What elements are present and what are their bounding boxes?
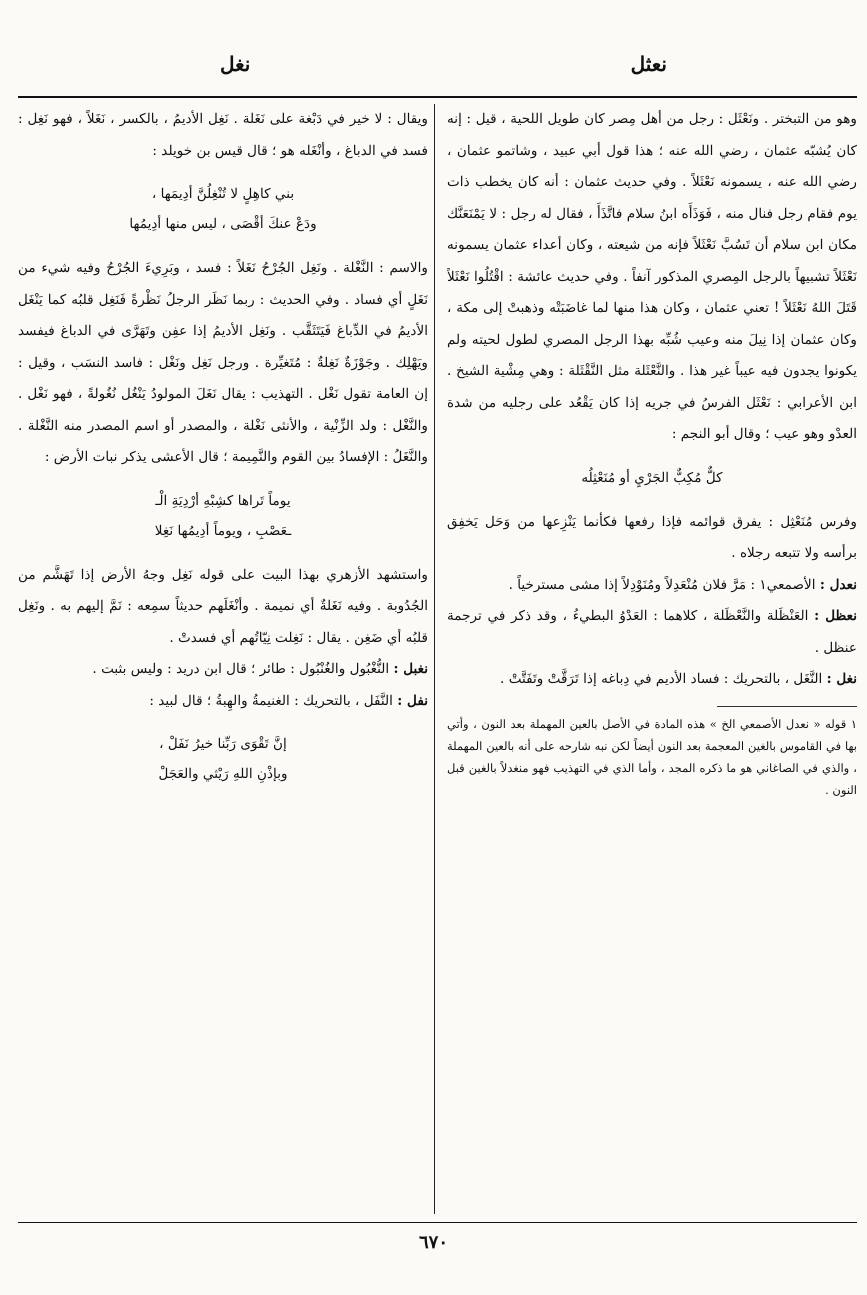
verse-line: إنَّ تَقْوَى رَبِّنا خيرُ نَفَلْ ، xyxy=(159,736,287,752)
entry-text: النُّغْبُول والغُنْبُول : طائر ؛ قال ابن دريد : وليس بثبت . xyxy=(92,661,390,677)
header-guide-word-left: نغل xyxy=(220,52,251,76)
entry-nazal xyxy=(447,601,857,664)
entry-naghal xyxy=(447,664,857,696)
page-number: ٦٧٠ xyxy=(418,1232,448,1253)
column-divider xyxy=(434,104,435,1214)
header-rule xyxy=(18,96,857,98)
verse-line: كلٌّ مُكِبٌّ الجَرْيِ أو مُنَعْثِلُه xyxy=(581,469,723,486)
entry-text: الأصمعي١ : مَرَّ فلان مُنْعَدِلاً ومُنَوْدِلاً إذا مشى مسترخياً . xyxy=(508,576,816,593)
entry-naghbal xyxy=(18,654,428,686)
headword: نعدل : xyxy=(819,576,857,593)
verse xyxy=(18,729,428,789)
headword: نفل : xyxy=(397,692,428,709)
entry-text: النَّغَل ، بالتحريك : فساد الأديم في دِباغه إذا تَرَقَّتْ وتَفَتَّتْ . xyxy=(500,671,823,687)
verse xyxy=(18,179,428,239)
paragraph: والاسم : النَّغْلة . ونَغِل الجُرْحُ نَغَلاً : فسد ، وبَرِيءَ الجُرْحُ وفيه شيء من نَغَلٍ أي فساد . وفي الحديث : ربما نَظَر الرجلُ نَظْرةً فَنَغِل قلبُه كما يَنْغَل الأديمُ في الدِّباغ فَيَتَثَقَّب . ونَغِل الأديمُ إذا عفِن وتَهَرَّى في الدباغ فيفسد ويَهْلِك . وجَوْزَةٌ نَغِلةٌ : مُتَغيِّرة . ورجل نَغِل ونَغْل : فاسد النسَب ، وقيل : إن العامة تقول نَغْل . التهذيب : يقال نَغَلَ المولودُ يَنْغُل نُغُولةً ، فهو نَغْل . والنَّغْل : ولد الزِّنْية ، والأنثى نَغْلة ، والمصدر أو اسم المصدر منه النَّغْلة . والنَّغَلُ : الإفسادُ بين القوم والنَّمِيمة ؛ قال الأعشى يذكر نبات الأرض : xyxy=(18,260,428,465)
verse-line: ـعَصْبِ ، ويوماً أدِيمُها نَغِلا xyxy=(154,522,292,539)
entry-text: النَّفَل ، بالتحريك : الغنيمةُ والهِبةُ ؛ قال لبيد : xyxy=(149,692,393,709)
footnote: ١ قوله « نعدل الأصمعي الخ » هذه المادة في الأصل بالعين المهملة بعد النون ، وأتي بها في القاموس بالغين المعجمة بعد النون أيضاً لكن نبه شارحه على أنه بالعين المهملة ، والذي في الصاغاني هو ما ذكره المجد ، وأما الذي في التهذيب فهو منغدلاً بالغين قبل النون . xyxy=(447,716,857,797)
footnote-rule xyxy=(717,706,857,707)
left-column xyxy=(18,104,428,1216)
verse-line: وبإذْنِ اللهِ رَيْثي والعَجَلْ xyxy=(158,766,288,782)
headword: نعظل : xyxy=(814,608,857,624)
verse-line: ودَعْ عنكَ أقْصَى ، ليس منها أدِيمُها xyxy=(129,216,317,232)
paragraph: ويقال : لا خير في دَبْغة على نَغَلة . نَغِل الأديمُ ، بالكسر ، نَغَلاً ، فهو نَغِل : فسد في الدباغ ، وأنْغَله هو ؛ قال قيس بن خويلد : xyxy=(18,111,428,159)
headword: نغل : xyxy=(826,671,857,687)
right-column xyxy=(447,104,857,1216)
paragraph: واستشهد الأزهري بهذا البيت على قوله نَغِل وجهُ الأرض إذا تَهَشَّم من الجُدُوبة . وفيه نَغَلةٌ أي نميمة . وأنْغَلَهم حديثاً سمِعه : نَمَّ إليهم به . ونَغِل قلبُه أي ضَغِن . يقال : نَغِلت نِيّاتُهم أي فسدتْ . xyxy=(18,566,428,646)
paragraph: وهو من التبختر . ونَعْثَل : رجل من أهل مِصر كان طويل اللحية ، قيل : إنه كان يُشبّه عثمان ، رضي الله عنه ؛ هذا قول أبي عبيد ، وشاتمو عثمان ، رضي الله عنه ، يسمونه نَعْثَلاً . وفي حديث عثمان : أنه كان يخطب ذات يوم فقام رجل فنال منه ، فَوَذَأَه ابنُ سلام فاتَّذَأَ ، فقال له رجل : لا يَمْنَعَنَّك مكان ابن سلام أن تَسُبَّ نَعْثَلاً فإنه من شيعته ، وكان أعداء عثمان يسمونه نَعْثَلاً تشبيهاً بالرجل المِصري المذكور آنفاً . وفي حديث عائشة : اقْتُلُوا نَعْثَلاً قَتَلَ اللهُ نَعْثَلاً ! تعني عثمان ، وكان هذا منها لما غاضَبَتْه وذهبتْ إلى مكة ، وكان عثمان إذا نِيلَ منه وعيب شُبِّه بهذا الرجل المصري لطول لحيته ولم يكونوا يجدون فيه عيباً غير هذا . والنَّعْثَلة مثل النَّقْثَلة : وهي مِشْية الشيخ . ابن الأعرابي : نَعْثَل الفرسُ في جريه إذا كان يَقْعُد على رجليه من شدة العدْو وهو عيب ؛ وقال أبو النجم : xyxy=(447,111,857,442)
headword: نغبل : xyxy=(393,661,428,677)
footer-rule xyxy=(18,1222,857,1223)
verse-line: يوماً تَراها كشِبْهِ أرْدِيَةِ الْـ xyxy=(155,492,291,509)
paragraph: وفرس مُنَعْثِل : يفرق قوائمه فإذا رفعها فكأنما يَنْزِعها من وَحَل يَخفِق برأسه ولا تتبعه رجلاه . xyxy=(447,513,857,561)
verse xyxy=(18,486,428,546)
verse xyxy=(447,463,857,493)
entry-nadal xyxy=(447,570,857,602)
header-guide-word-right: نعثل xyxy=(630,52,667,76)
entry-nafal xyxy=(18,686,428,718)
entry-text: العَنْظَلة والنَّعْظَلة ، كلاهما : العَدْوُ البطيءُ ، وقد ذكر في ترجمة عنظل . xyxy=(447,608,857,656)
verse-line: بني كاهِلٍ لا تُنْغِلُنَّ أدِيمَها ، xyxy=(151,186,295,202)
